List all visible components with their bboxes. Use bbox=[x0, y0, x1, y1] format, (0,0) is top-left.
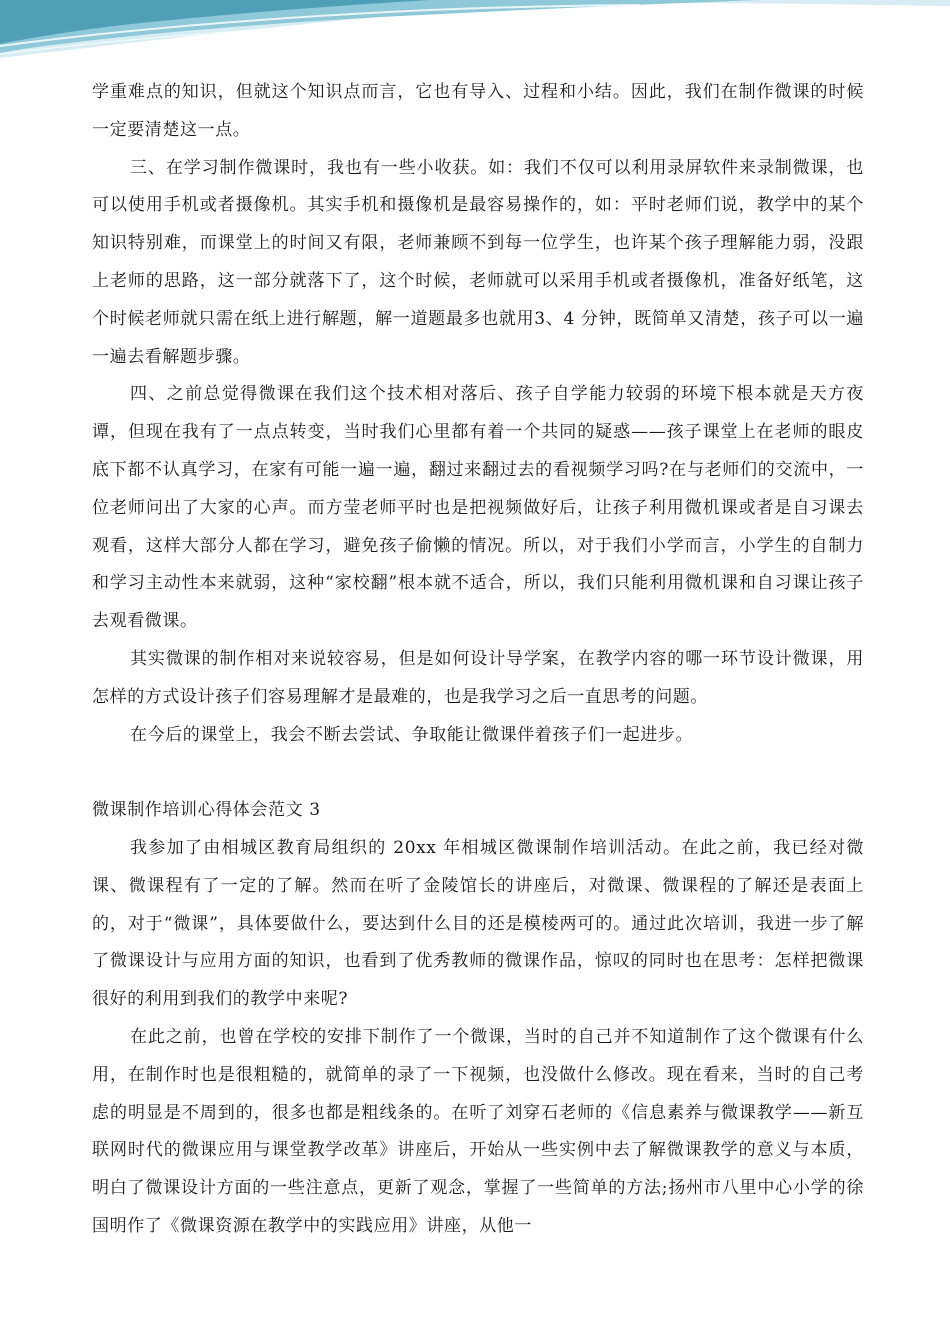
paragraph-closing: 在今后的课堂上，我会不断去尝试、争取能让微课伴着孩子们一起进步。 bbox=[130, 724, 694, 745]
section-spacer bbox=[92, 754, 864, 792]
paragraph-group-bottom bbox=[92, 830, 864, 1246]
section-title: 微课制作培训心得体会范文 3 bbox=[92, 800, 321, 821]
paragraph-before: 在此之前，也曾在学校的安排下制作了一个微课，当时的自己并不知道制作了这个微课有什么用，在制作时也是很粗糙的，就简单的录了一下视频，也没做什么修改。现在看来，当时的自己考虑的明显是不周到的，很多也都是粗线条的。在听了刘穿石老师的《信息素养与微课教学——新互联网时代的微课应用与课堂教学改革》讲座后，开始从一些实例中去了解微课教学的意义与本质，明白了微课设计方面的一些注意点，更新了观念，掌握了一些简单的方法;扬州市八里中心小学的徐国明作了《微课资源在教学中的实践应用》讲座，从他一 bbox=[92, 1026, 864, 1236]
paragraph-point-four: 四、之前总觉得微课在我们这个技术相对落后、孩子自学能力较弱的环境下根本就是天方夜谭，但现在我有了一点点转变，当时我们心里都有着一个共同的疑惑——孩子课堂上在老师的眼皮底下都不认真学习，在家有可能一遍一遍，翻过来翻过去的看视频学习吗?在与老师们的交流中，一位老师问出了大家的心声。而方莹老师平时也是把视频做好后，让孩子利用微机课或者是自习课去观看，这样大部分人都在学习，避免孩子偷懒的情况。所以，对于我们小学而言，小学生的自制力和学习主动性本来就弱，这种“家校翻”根本就不适合，所以，我们只能利用微机课和自习课让孩子去观看微课。 bbox=[92, 384, 864, 632]
paragraph-summary: 其实微课的制作相对来说较容易，但是如何设计导学案，在教学内容的哪一环节设计微课，用怎样的方式设计孩子们容易理解才是最难的，也是我学习之后一直思考的问题。 bbox=[92, 648, 864, 707]
header-wave-decoration bbox=[0, 0, 950, 70]
paragraph-group-top bbox=[92, 74, 864, 754]
paragraph-intro: 我参加了由相城区教育局组织的 20xx 年相城区微课制作培训活动。在此之前，我已经对微课、微课程有了一定的了解。然而在听了金陵馆长的讲座后，对微课、微课程的了解还是表面上的，对于“微课”，具体要做什么，要达到什么目的还是模棱两可的。通过此次培训，我进一步了解了微课设计与应用方面的知识，也看到了优秀教师的微课作品，惊叹的同时也在思考：怎样把微课很好的利用到我们的教学中来呢? bbox=[92, 837, 864, 1010]
paragraph-continuation: 学重难点的知识，但就这个知识点而言，它也有导入、过程和小结。因此，我们在制作微课的时候一定要清楚这一点。 bbox=[92, 82, 864, 140]
paragraph-point-three: 三、在学习制作微课时，我也有一些小收获。如：我们不仅可以利用录屏软件来录制微课，也可以使用手机或者摄像机。其实手机和摄像机是最容易操作的，如：平时老师们说，教学中的某个知识特别难，而课堂上的时间又有限，老师兼顾不到每一位学生，也许某个孩子理解能力弱，没跟上老师的思路，这一部分就落下了，这个时候，老师就可以采用手机或者摄像机，准备好纸笔，这个时候老师就只需在纸上进行解题，解一道题最多也就用3、4 分钟，既简单又清楚，孩子可以一遍一遍去看解题步骤。 bbox=[92, 157, 864, 367]
wave-graphic bbox=[0, 0, 950, 70]
document-body bbox=[92, 74, 864, 1246]
